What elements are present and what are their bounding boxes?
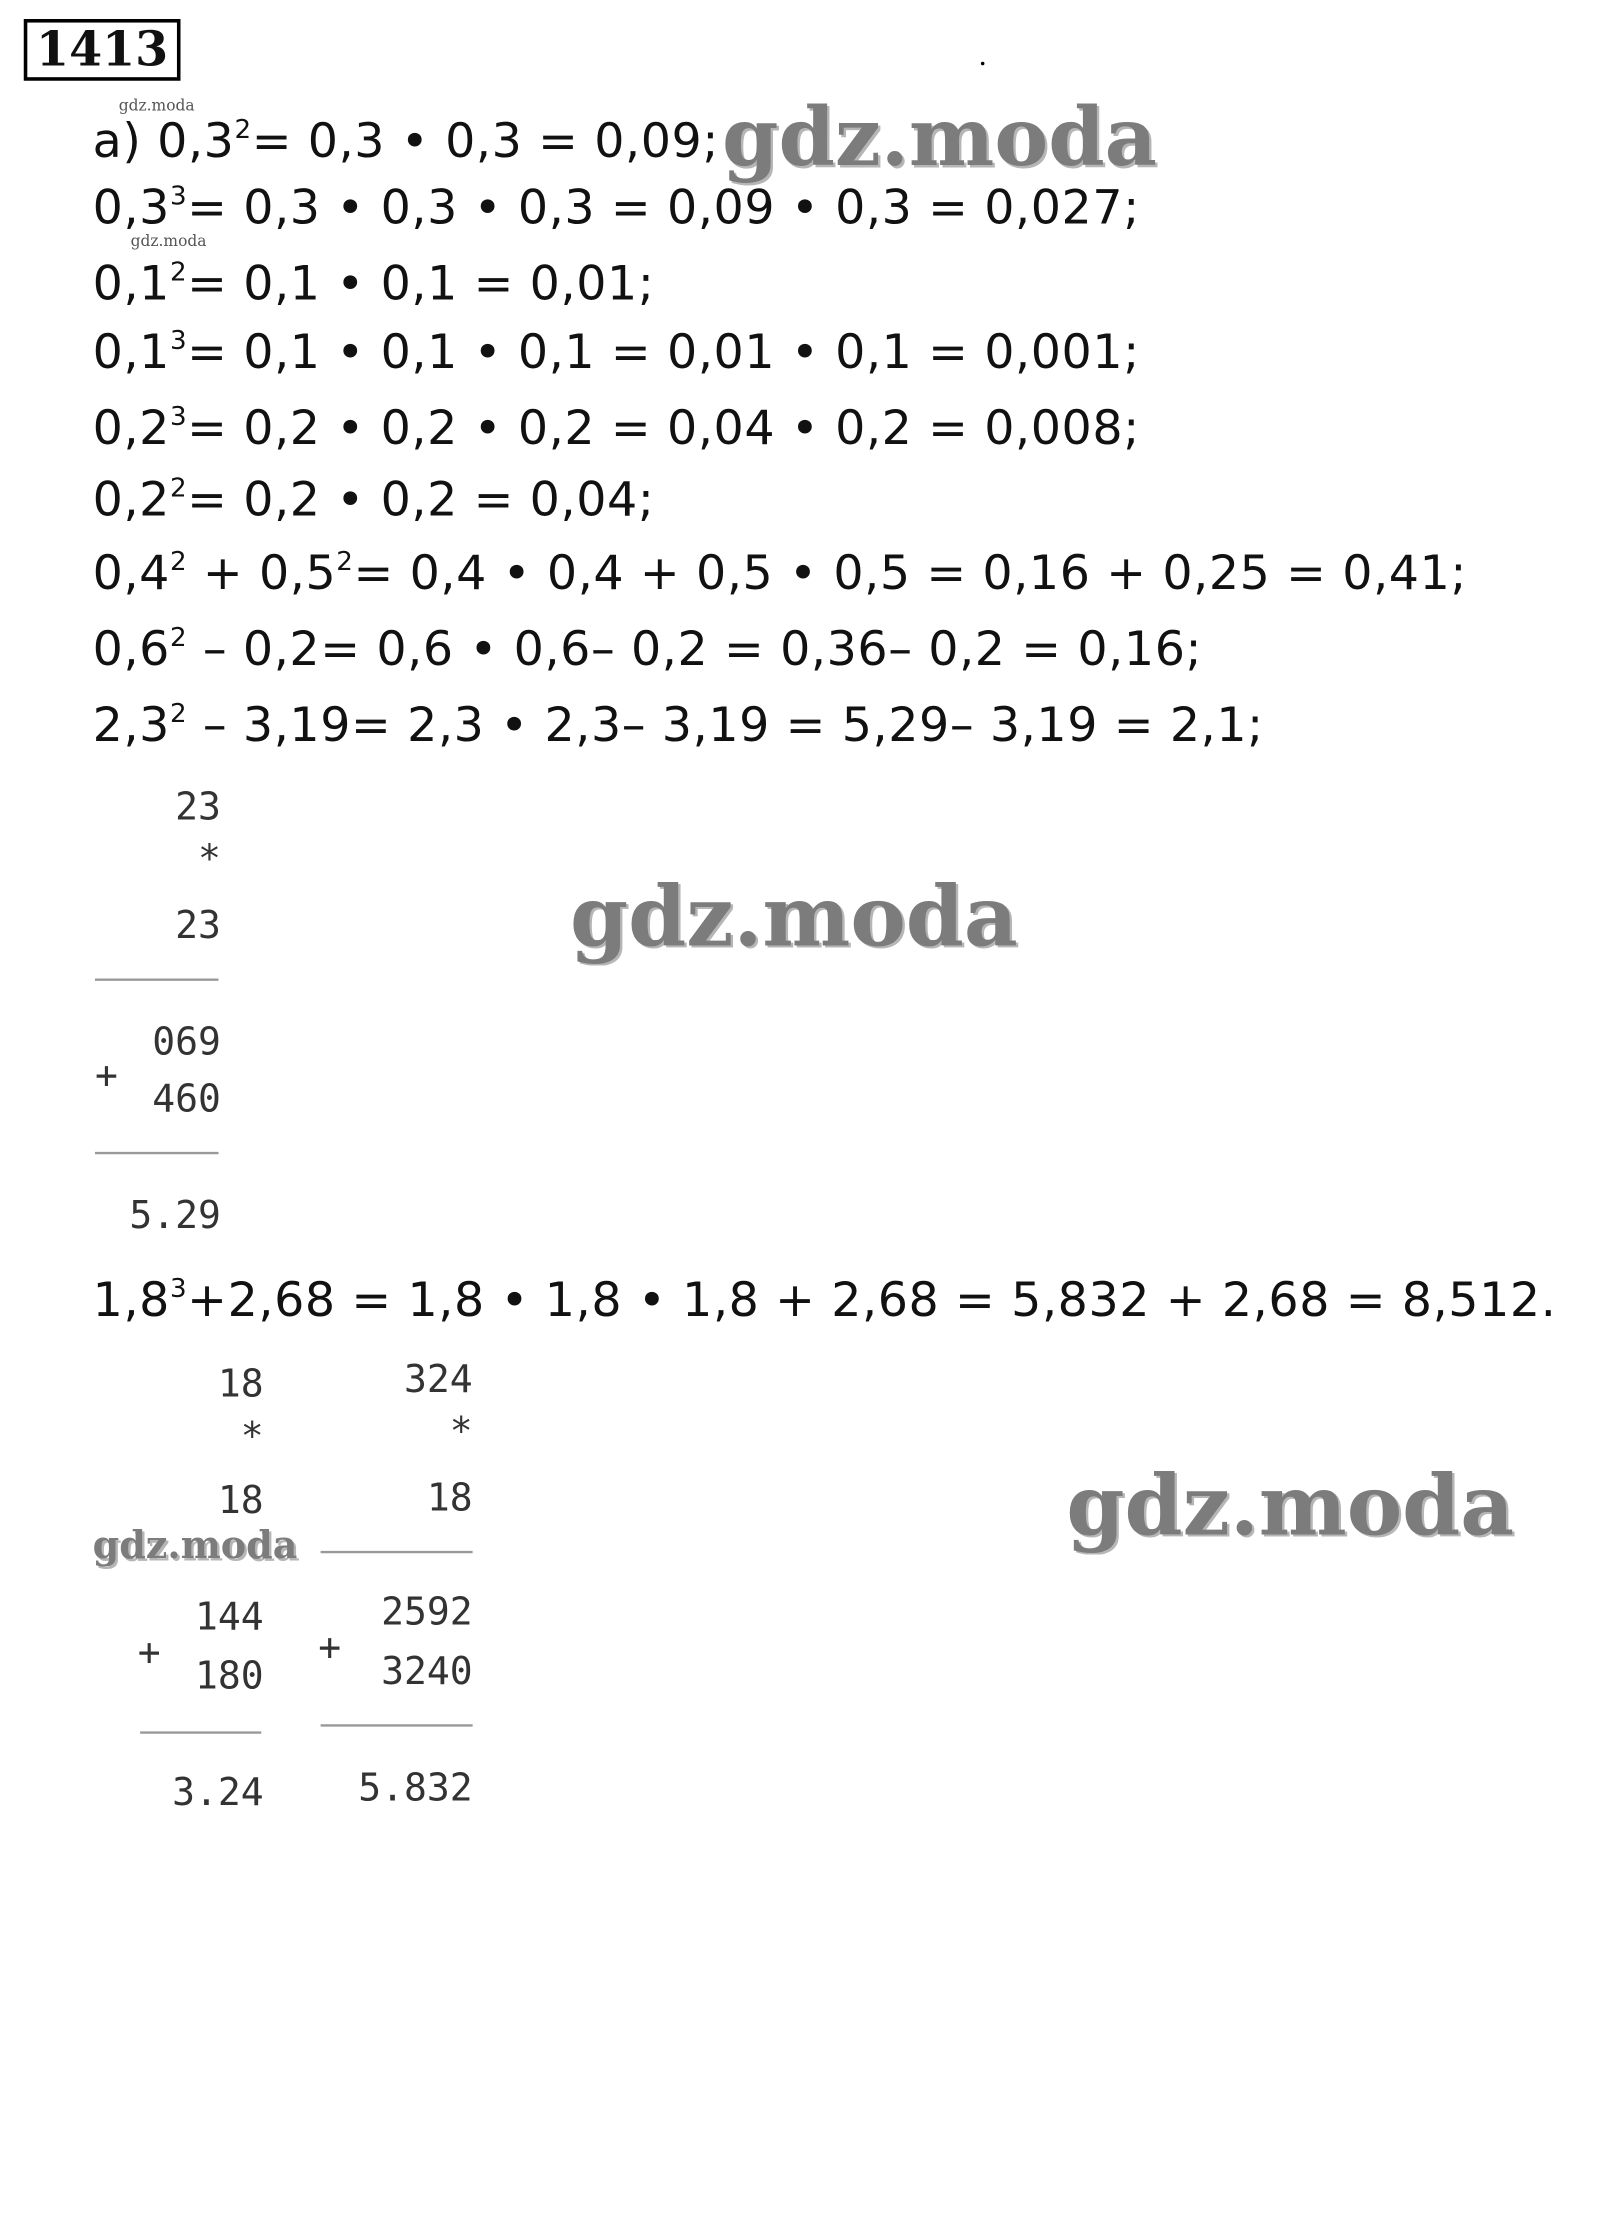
calc-partial: 180 xyxy=(194,1653,264,1699)
equation-line: $0,2^2= 0,2$ • 0,2 = 0,04; xyxy=(92,472,655,528)
calc-result: 3.24 xyxy=(172,1769,264,1815)
equation-line: $0,1^2= 0,1$ • 0,1 = 0,01; xyxy=(92,256,655,312)
calc-operand: 23 xyxy=(175,783,221,829)
calc-partial: 069 xyxy=(152,1018,221,1064)
calc-plus: + xyxy=(137,1629,161,1675)
calc-operator: * xyxy=(449,1408,473,1454)
equation-line: $0,4^2 + 0,5^2= 0,4$ • 0,4 + 0,5 • 0,5 = 0,16 + 0,25 = 0,41; xyxy=(92,546,1468,601)
calc-rule xyxy=(321,1551,473,1553)
watermark: gdz.moda xyxy=(92,1522,298,1568)
equation-line: а) $0,3^2= 0,3$ • 0,3 = 0,09; xyxy=(92,114,719,169)
calc-rule xyxy=(140,1731,261,1733)
calc-rule xyxy=(95,979,219,981)
task-number: 1413 xyxy=(24,19,181,81)
calc-partial: 144 xyxy=(194,1593,264,1639)
calc-operand: 18 xyxy=(217,1477,264,1523)
calc-operator: * xyxy=(197,836,221,882)
equation-line: $0,2^3= 0,2$ • 0,2 • 0,2 = 0,04 • 0,2 = 0,008; xyxy=(92,401,1140,456)
equation-line: $0,6^2 - 0,2= 0,6$ • 0,6– 0,2 = 0,36– 0,2 = 0,16; xyxy=(92,622,1203,677)
equation-line: $2,3^2 - 3,19= 2,3$ • 2,3– 3,19 = 5,29– 3,19 = 2,1; xyxy=(92,698,1264,753)
stray-dot xyxy=(981,62,985,66)
calc-operand: 23 xyxy=(175,902,221,948)
equation-line: $1,8^3+2,68 = 1,8$ • 1,8 • 1,8 + 2,68 = 5,832 + 2,68 = 8,512. xyxy=(92,1273,1557,1328)
equation-line: $0,1^3= 0,1$ • 0,1 • 0,1 = 0,01 • 0,1 = 0,001; xyxy=(92,325,1140,380)
calc-result: 5.832 xyxy=(358,1764,473,1810)
calc-operand: 324 xyxy=(403,1356,473,1402)
watermark: gdz.moda xyxy=(570,866,1018,966)
watermark-small: gdz.moda xyxy=(118,97,195,116)
watermark-small: gdz.moda xyxy=(130,232,207,251)
calc-partial: 460 xyxy=(152,1075,221,1121)
calc-result: 5.29 xyxy=(129,1192,221,1238)
calc-partial: 3240 xyxy=(381,1648,473,1694)
calc-rule xyxy=(321,1724,473,1726)
calc-plus: + xyxy=(95,1052,118,1098)
calc-operand: 18 xyxy=(217,1360,264,1406)
calc-rule xyxy=(95,1152,219,1154)
watermark: gdz.moda xyxy=(722,90,1157,186)
calc-plus: + xyxy=(318,1624,342,1670)
equation-line: $0,3^3= 0,3$ • 0,3 • 0,3 = 0,09 • 0,3 = 0,027; xyxy=(92,180,1140,236)
watermark: gdz.moda xyxy=(1066,1455,1515,1555)
calc-operand: 18 xyxy=(426,1474,473,1520)
calc-partial: 2592 xyxy=(381,1588,473,1634)
calc-operator: * xyxy=(240,1413,264,1459)
